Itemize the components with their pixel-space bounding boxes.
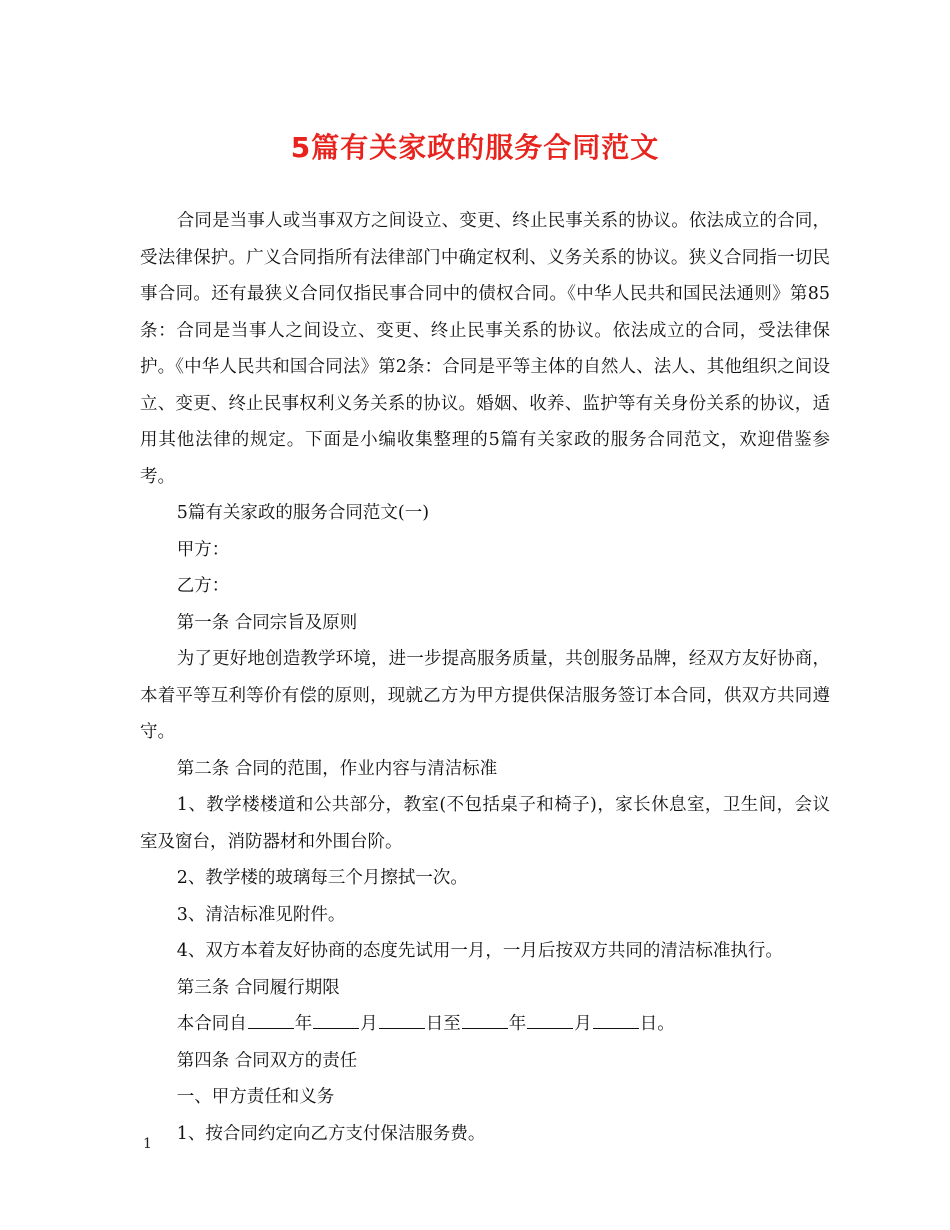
article-1-title: 第一条 合同宗旨及原则 [176,612,358,633]
page-number: 1 [143,1136,152,1152]
document-title: 5篇有关家政的服务合同范文 [290,131,660,164]
month-blank-1[interactable] [313,1008,359,1029]
month-blank-2[interactable] [527,1008,573,1029]
term-year-1: 年 [294,1014,313,1034]
article-2-item-2: 2、教学楼的玻璃每三个月擦拭一次。 [176,868,468,888]
article-2-item-3: 3、清洁标准见附件。 [176,904,346,925]
contract-heading: 5篇有关家政的服务合同范文(一) [176,503,430,523]
article-2-title: 第二条 合同的范围，作业内容与清洁标准 [176,758,498,779]
contract-term-line [140,1006,830,1043]
article-2-item-4: 4、双方本着友好协商的态度先试用一月，一月后按双方共同的清洁标准执行。 [176,941,783,961]
article-4-title: 第四条 合同双方的责任 [176,1050,358,1071]
party-a-line: 甲方： [176,539,230,560]
article-3-title: 第三条 合同履行期限 [176,977,340,998]
day-blank-1[interactable] [379,1008,425,1029]
party-a-duty-1: 1、按合同约定向乙方支付保洁服务费。 [176,1123,486,1144]
term-year-2: 年 [508,1014,527,1034]
party-a-duties-title: 一、甲方责任和义务 [176,1087,335,1107]
year-blank-2[interactable] [462,1008,508,1029]
year-blank-1[interactable] [248,1008,294,1029]
party-b-line: 乙方： [176,576,230,596]
term-month-2: 月 [574,1014,592,1034]
term-month-1: 月 [360,1014,378,1034]
day-blank-2[interactable] [593,1008,639,1029]
document-body [140,203,830,1152]
term-day-end: 日。 [639,1014,675,1034]
article-2-item-1: 1、教学楼楼道和公共部分，教室(不包括桌子和椅子)，家长休息室，卫生间，会议室及窗台，消防器材和外围台阶。 [140,795,830,852]
intro-paragraph: 合同是当事人或当事双方之间设立、变更、终止民事关系的协议。依法成立的合同，受法律保护。广义合同指所有法律部门中确定权利、义务关系的协议。狭义合同指一切民事合同。还有最狭义合同仅指民事合同中的债权合同。《中华人民共和国民法通则》第85条：合同是当事人之间设立、变更、终止民事关系的协议。依法成立的合同，受法律保护。《中华人民共和国合同法》第2条：合同是平等主体的自然人、法人、其他组织之间设立、变更、终止民事权利义务关系的协议。婚姻、收养、监护等有关身份关系的协议，适用其他法律的规定。下面是小编收集整理的5篇有关家政的服务合同范文，欢迎借鉴参考。 [140,211,830,487]
term-prefix: 本合同自 [176,1014,247,1034]
term-day-to: 日至 [425,1014,461,1034]
article-1-text: 为了更好地创造教学环境，进一步提高服务质量，共创服务品牌，经双方友好协商，本着平等互利等价有偿的原则，现就乙方为甲方提供保洁服务签订本合同，供双方共同遵守。 [140,649,830,742]
